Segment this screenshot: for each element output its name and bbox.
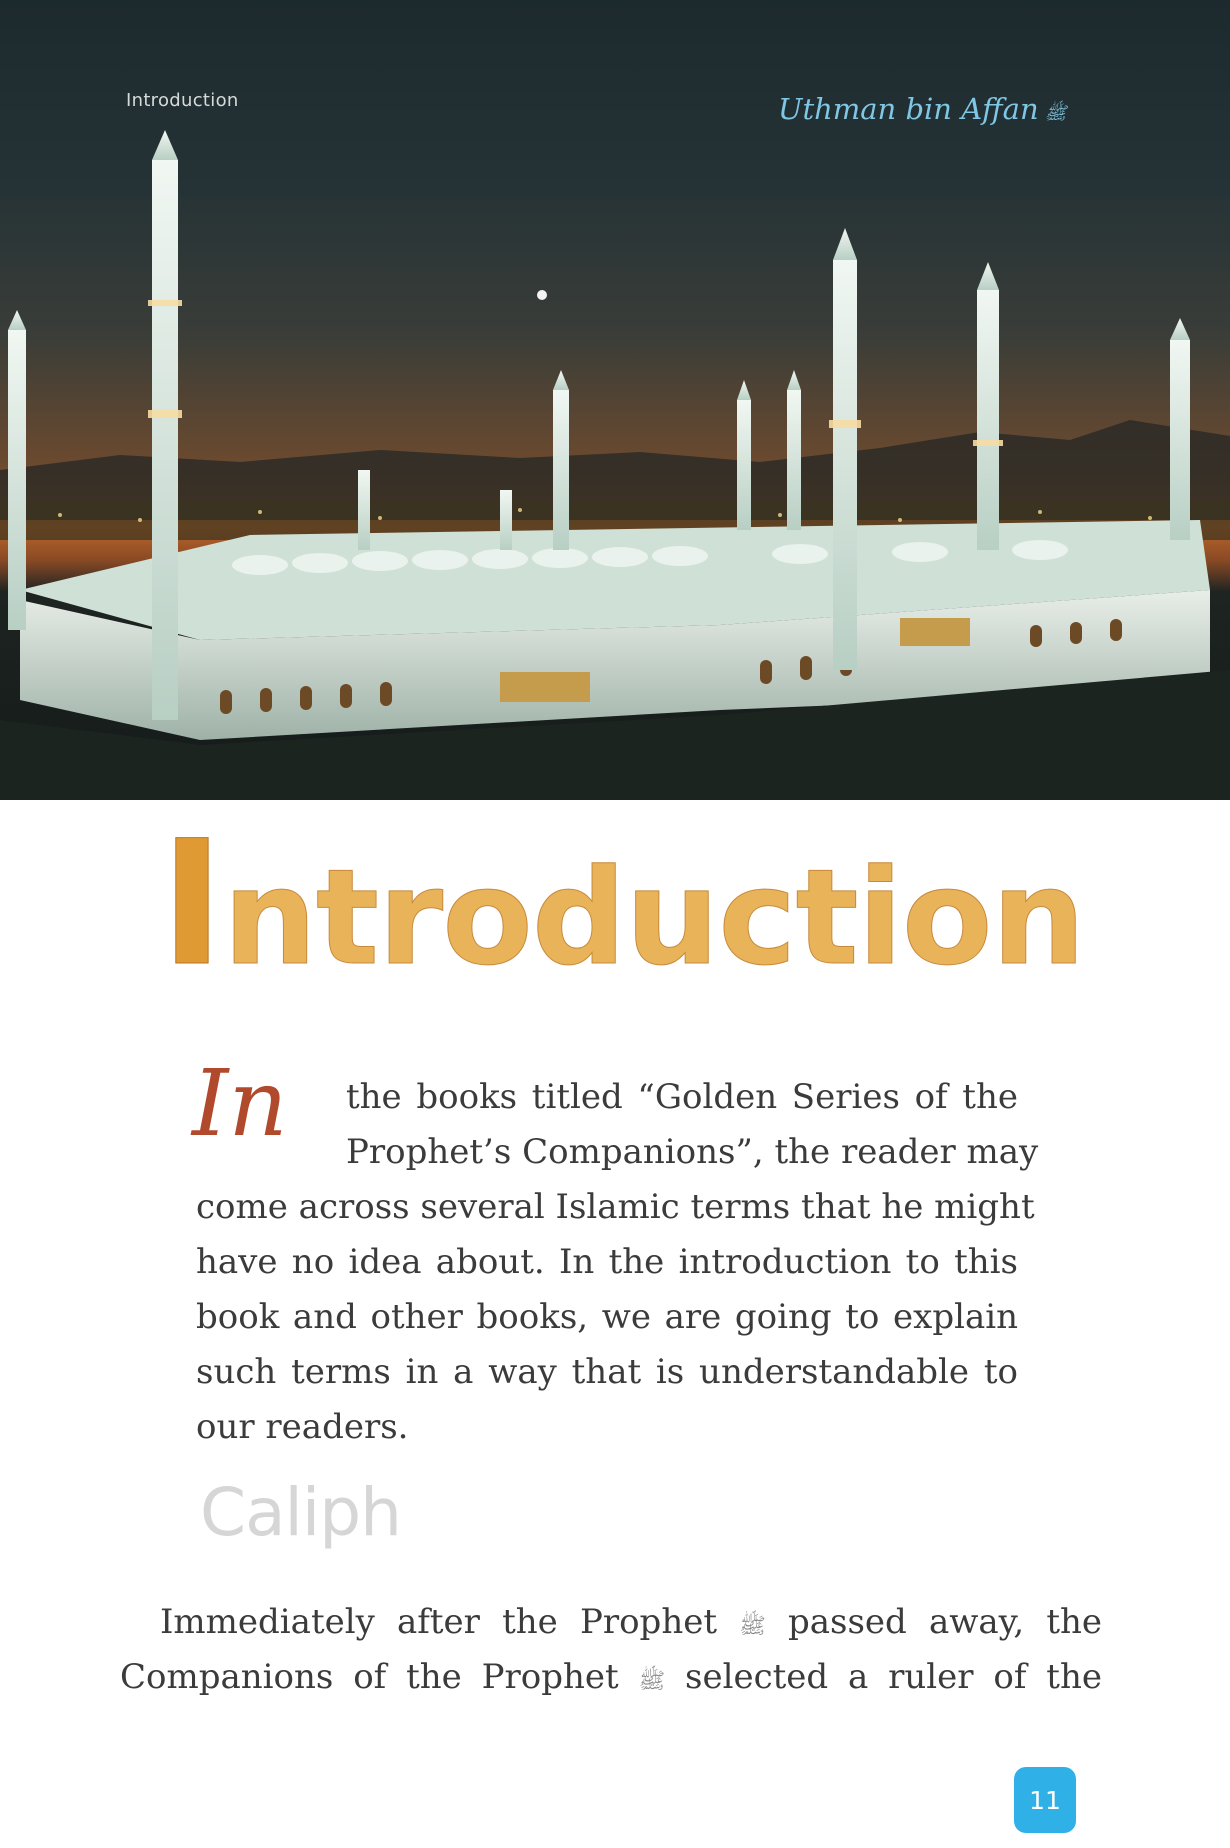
intro-line-6: such terms in a way that is understandable to [196,1352,1018,1392]
chapter-title-initial: I [160,803,223,1004]
chapter-title-rest: ntroduction [223,841,1085,995]
section-line-1 [160,1602,1103,1642]
intro-line-1: the books titled “Golden Series of the [346,1077,1018,1117]
honorific-glyph-2: ﷺ [638,1669,666,1694]
drop-cap: In [192,1050,288,1157]
intro-line-4: have no idea about. In the introduction to this [196,1242,1018,1282]
section-line-2 [120,1657,1102,1697]
section-heading: Caliph [200,1474,401,1551]
intro-line-3: come across several Islamic terms that he might [196,1187,1035,1227]
section-line-1-a: Immediately after the Prophet [160,1602,717,1642]
page-number-badge: 11 [1014,1767,1076,1833]
running-head-book-title [778,92,1066,128]
section-line-1-b: passed away, the [787,1602,1103,1642]
section-line-2-b: selected a ruler of the [685,1657,1102,1697]
intro-line-5: book and other books, we are going to explain [196,1297,1018,1337]
running-head-section: Introduction [126,90,239,111]
intro-line-2: Prophet’s Companions”, the reader may [346,1132,1039,1172]
intro-line-7: our readers. [196,1407,409,1447]
mosque-photo [0,0,1230,800]
section-line-2-a: Companions of the Prophet [120,1657,619,1697]
chapter-title [160,803,1085,1004]
honorific-glyph: ﷺ [1044,103,1067,124]
book-title-text: Uthman bin Affan [778,92,1039,126]
honorific-glyph-1: ﷺ [739,1614,766,1639]
